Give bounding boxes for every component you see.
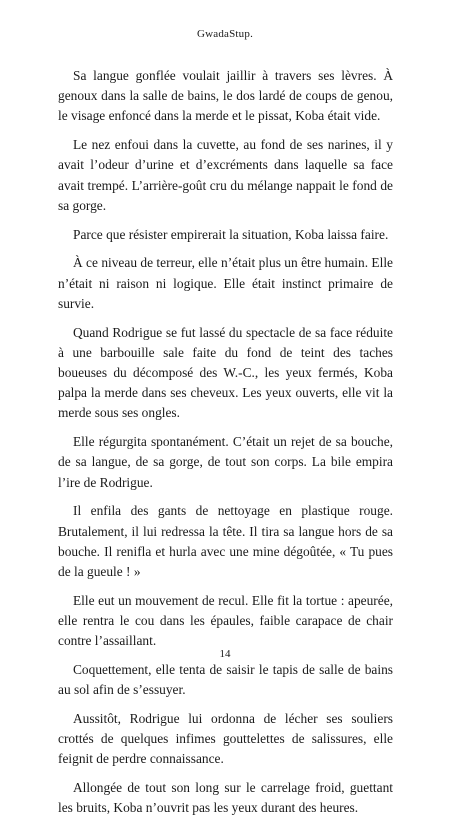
running-header: GwadaStup. [196, 28, 254, 40]
paragraph: Allongée de tout son long sur le carrelage froid, guettant les bruits, Koba n’ouvrit pas les yeux durant des heures. [58, 780, 393, 816]
paragraph: Aussitôt, Rodrigue lui ordonna de lécher ses souliers crottés de quelques infimes gouttelettes de salissures, elle feignit de perdre connaissance. [58, 711, 393, 767]
paragraph: Quand Rodrigue se fut lassé du spectacle de sa face réduite à une barbouille sale faite du fond de teint des taches boueuses du décomposé des W.-C., les yeux fermés, Koba palpa la merde dans ses cheveux. Les yeux ouverts, elle vit la merde sous ses ongles. [58, 324, 393, 421]
paragraph: Coquettement, elle tenta de saisir le tapis de salle de bains au sol afin de s’essuyer. [58, 662, 393, 698]
paragraph: Parce que résister empirerait la situation, Koba laissa faire. [73, 226, 389, 242]
paragraph: Il enfila des gants de nettoyage en plastique rouge. Brutalement, il lui redressa la tête. Il tira sa langue hors de sa bouche. Il renifla et hurla avec une mine dégoûtée, « Tu pues de la gueule ! » [58, 503, 393, 580]
paragraph: Le nez enfoui dans la cuvette, au fond de ses narines, il y avait l’odeur d’urine et d’excréments dans laquelle sa face avait trempé. L’arrière-goût cru du mélange nappait le fond de sa gorge. [58, 137, 393, 213]
paragraph: Elle régurgita spontanément. C’était un rejet de sa bouche, de sa langue, de sa gorge, de tout son corps. La bile empira l’ire de Rodrigue. [58, 434, 393, 490]
body-text [58, 66, 393, 827]
page-number: 14 [219, 648, 231, 660]
paragraph: Sa langue gonflée voulait jaillir à travers ses lèvres. À genoux dans la salle de bains, le dos lardé de coups de genou, le visage enfoncé dans la merde et le pissat, Koba était vide. [58, 68, 393, 124]
paragraph: Elle eut un mouvement de recul. Elle fit la tortue : apeurée, elle rentra le cou dans les épaules, faible carapace de chair contre l’assaillant. [58, 592, 393, 649]
paragraph: À ce niveau de terreur, elle n’était plus un être humain. Elle n’était ni raison ni logique. Elle était instinct primaire de survie. [58, 255, 393, 311]
